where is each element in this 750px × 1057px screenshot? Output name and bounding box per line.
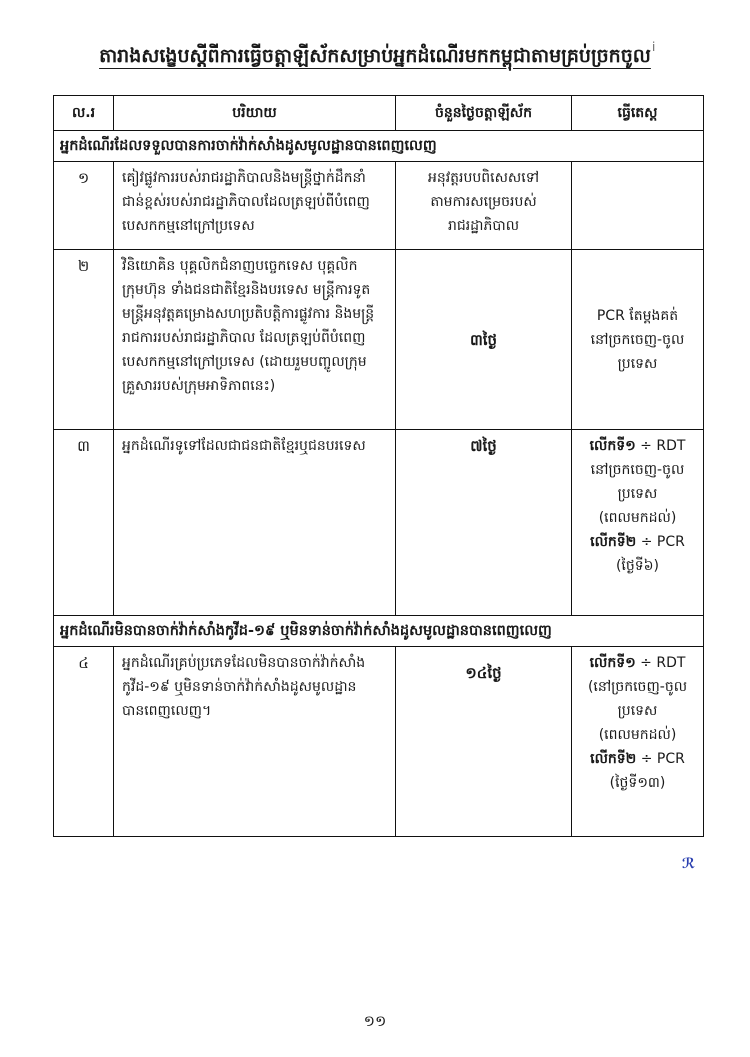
- description-line: គ្រួសាររបស់ក្រុមអាទិភាពនេះ): [122, 378, 276, 394]
- test-line: (នៅច្រកចេញ-ចូល: [587, 679, 688, 695]
- test-line: PCR តែម្តងគត់: [596, 307, 679, 324]
- description-line: គៀវផ្លូវការរបស់រាជរដ្ឋាភិបាលនិងមន្ត្រីថ្នាក់ដឹកនាំ: [122, 170, 366, 186]
- description-line: ជាន់ខ្ពស់របស់រាជរដ្ឋាភិបាលដែលត្រឡប់ពីបំពេញ: [122, 194, 370, 210]
- section-title-unvaccinated: អ្នកដំណើរមិនបានចាក់វ៉ាក់សាំងកូវីដ-១៩ ឬមិនទាន់ចាក់វ៉ាក់សាំងដូសមូលដ្ឋានបានពេញលេញ: [54, 616, 704, 647]
- test-first-label: លើកទី១: [589, 438, 636, 454]
- signature-mark: ℛ: [682, 856, 696, 872]
- description-line: វិនិយោគិន បុគ្គលិកជំនាញបច្ចេកទេស បុគ្គលិក: [122, 258, 358, 274]
- table-row: [54, 250, 704, 430]
- description-line: បេសកកម្មនៅក្រៅប្រទេស: [122, 218, 255, 234]
- days-line: រាជរដ្ឋាភិបាល: [447, 218, 520, 234]
- test-second-type: ÷ PCR: [640, 534, 685, 550]
- description-line: ក្រុមហ៊ុន ទាំងជនជាតិខ្មែរនិងបរទេស មន្ត្រីការទូត: [122, 282, 371, 298]
- page-number: ១១: [363, 1012, 387, 1030]
- row-number: ៣: [54, 430, 114, 616]
- description-line: បេសកកម្មនៅក្រៅប្រទេស (ដោយរួមបញ្ចូលក្រុម: [122, 354, 367, 370]
- row-description: [114, 647, 396, 837]
- table-row: [54, 430, 704, 616]
- test-second-type: ÷ PCR: [640, 751, 685, 767]
- days-line: តាមការសម្រេចរបស់: [430, 194, 537, 210]
- quarantine-summary-table: [53, 95, 704, 837]
- header-description: បរិយាយ: [114, 96, 396, 131]
- row-number: ១: [54, 162, 114, 250]
- test-line: ប្រទេស: [617, 703, 658, 719]
- test-line: នៅច្រកចេញ-ចូល: [590, 331, 685, 348]
- test-second-label: លើកទី២: [590, 751, 637, 767]
- test-line: នៅច្រកចេញ-ចូល: [590, 462, 685, 478]
- description-line: អ្នកដំណើរទូទៅដែលជាជនជាតិខ្មែរឬជនបរទេស: [122, 438, 366, 454]
- description-line: មន្ត្រីអនុវត្តគម្រោងសហប្រតិបត្តិការផ្លូវការ និងមន្ត្រី: [122, 306, 375, 322]
- test-line: ប្រទេស: [617, 355, 658, 372]
- test-first-type: ÷ RDT: [640, 438, 686, 454]
- corner-mark: ⅰ: [652, 40, 656, 54]
- description-line: បានពេញលេញ។: [122, 703, 212, 719]
- row-days: [396, 162, 572, 250]
- test-first-line: [580, 651, 695, 675]
- section-row-vaccinated: [54, 131, 704, 162]
- test-line: (ពេលមកដល់): [598, 727, 677, 743]
- table-row: [54, 647, 704, 837]
- row-days: [396, 430, 572, 616]
- days-value: ១៤ថ្ងៃ: [465, 664, 502, 682]
- header-row: [54, 96, 704, 131]
- row-description: [114, 162, 396, 250]
- test-first-line: [580, 434, 695, 458]
- test-first-type: ÷ RDT: [640, 655, 686, 671]
- description-line: រាជការរបស់រាជរដ្ឋាភិបាល ដែលត្រឡប់ពីបំពេញ: [122, 330, 366, 346]
- test-second-line: [580, 747, 695, 771]
- test-second-line: [580, 530, 695, 554]
- description-line: អ្នកដំណើរគ្រប់ប្រភេទដែលមិនបានចាក់វ៉ាក់សាំង: [122, 655, 366, 671]
- test-line: (ពេលមកដល់): [598, 510, 677, 526]
- test-line: (ថ្ងៃទី៦): [615, 558, 660, 574]
- header-days: ចំនួនថ្ងៃចត្តាឡីស័ក: [396, 96, 572, 131]
- row-number: ៤: [54, 647, 114, 837]
- test-line: (ថ្ងៃទី១៣): [609, 775, 666, 791]
- test-second-label: លើកទី២: [590, 534, 637, 550]
- days-value: ៧ថ្ងៃ: [470, 437, 497, 455]
- row-days: ៣ថ្ងៃ: [396, 250, 572, 430]
- row-test: [572, 162, 704, 250]
- test-line: ប្រទេស: [617, 486, 658, 502]
- row-days: [396, 647, 572, 837]
- test-first-label: លើកទី១: [589, 655, 636, 671]
- row-number: ២: [54, 250, 114, 430]
- document-title: តារាងសង្ខេបស្ដីពីការធ្វើចត្តាឡីស័កសម្រាប់អ្នកដំណើរមកកម្ពុជាតាមគ្រប់ច្រកចូល: [99, 45, 651, 67]
- description-line: កូវីដ-១៩ ឬមិនទាន់ចាក់វ៉ាក់សាំងដូសមូលដ្ឋាន: [122, 679, 357, 695]
- row-test: [572, 250, 704, 430]
- table-row: [54, 162, 704, 250]
- header-no: ល.រ: [54, 96, 114, 131]
- section-row-unvaccinated: [54, 616, 704, 647]
- row-test: [572, 430, 704, 616]
- days-line: អនុវត្តរបបពិសេសទៅ: [427, 170, 540, 186]
- row-description: [114, 250, 396, 430]
- header-test: ធ្វើតេស្ត: [572, 96, 704, 131]
- section-title-vaccinated: អ្នកដំណើរដែលទទួលបានការចាក់វ៉ាក់សាំងដូសមូលដ្ឋានបានពេញលេញ: [54, 131, 704, 162]
- row-description: [114, 430, 396, 616]
- row-test: [572, 647, 704, 837]
